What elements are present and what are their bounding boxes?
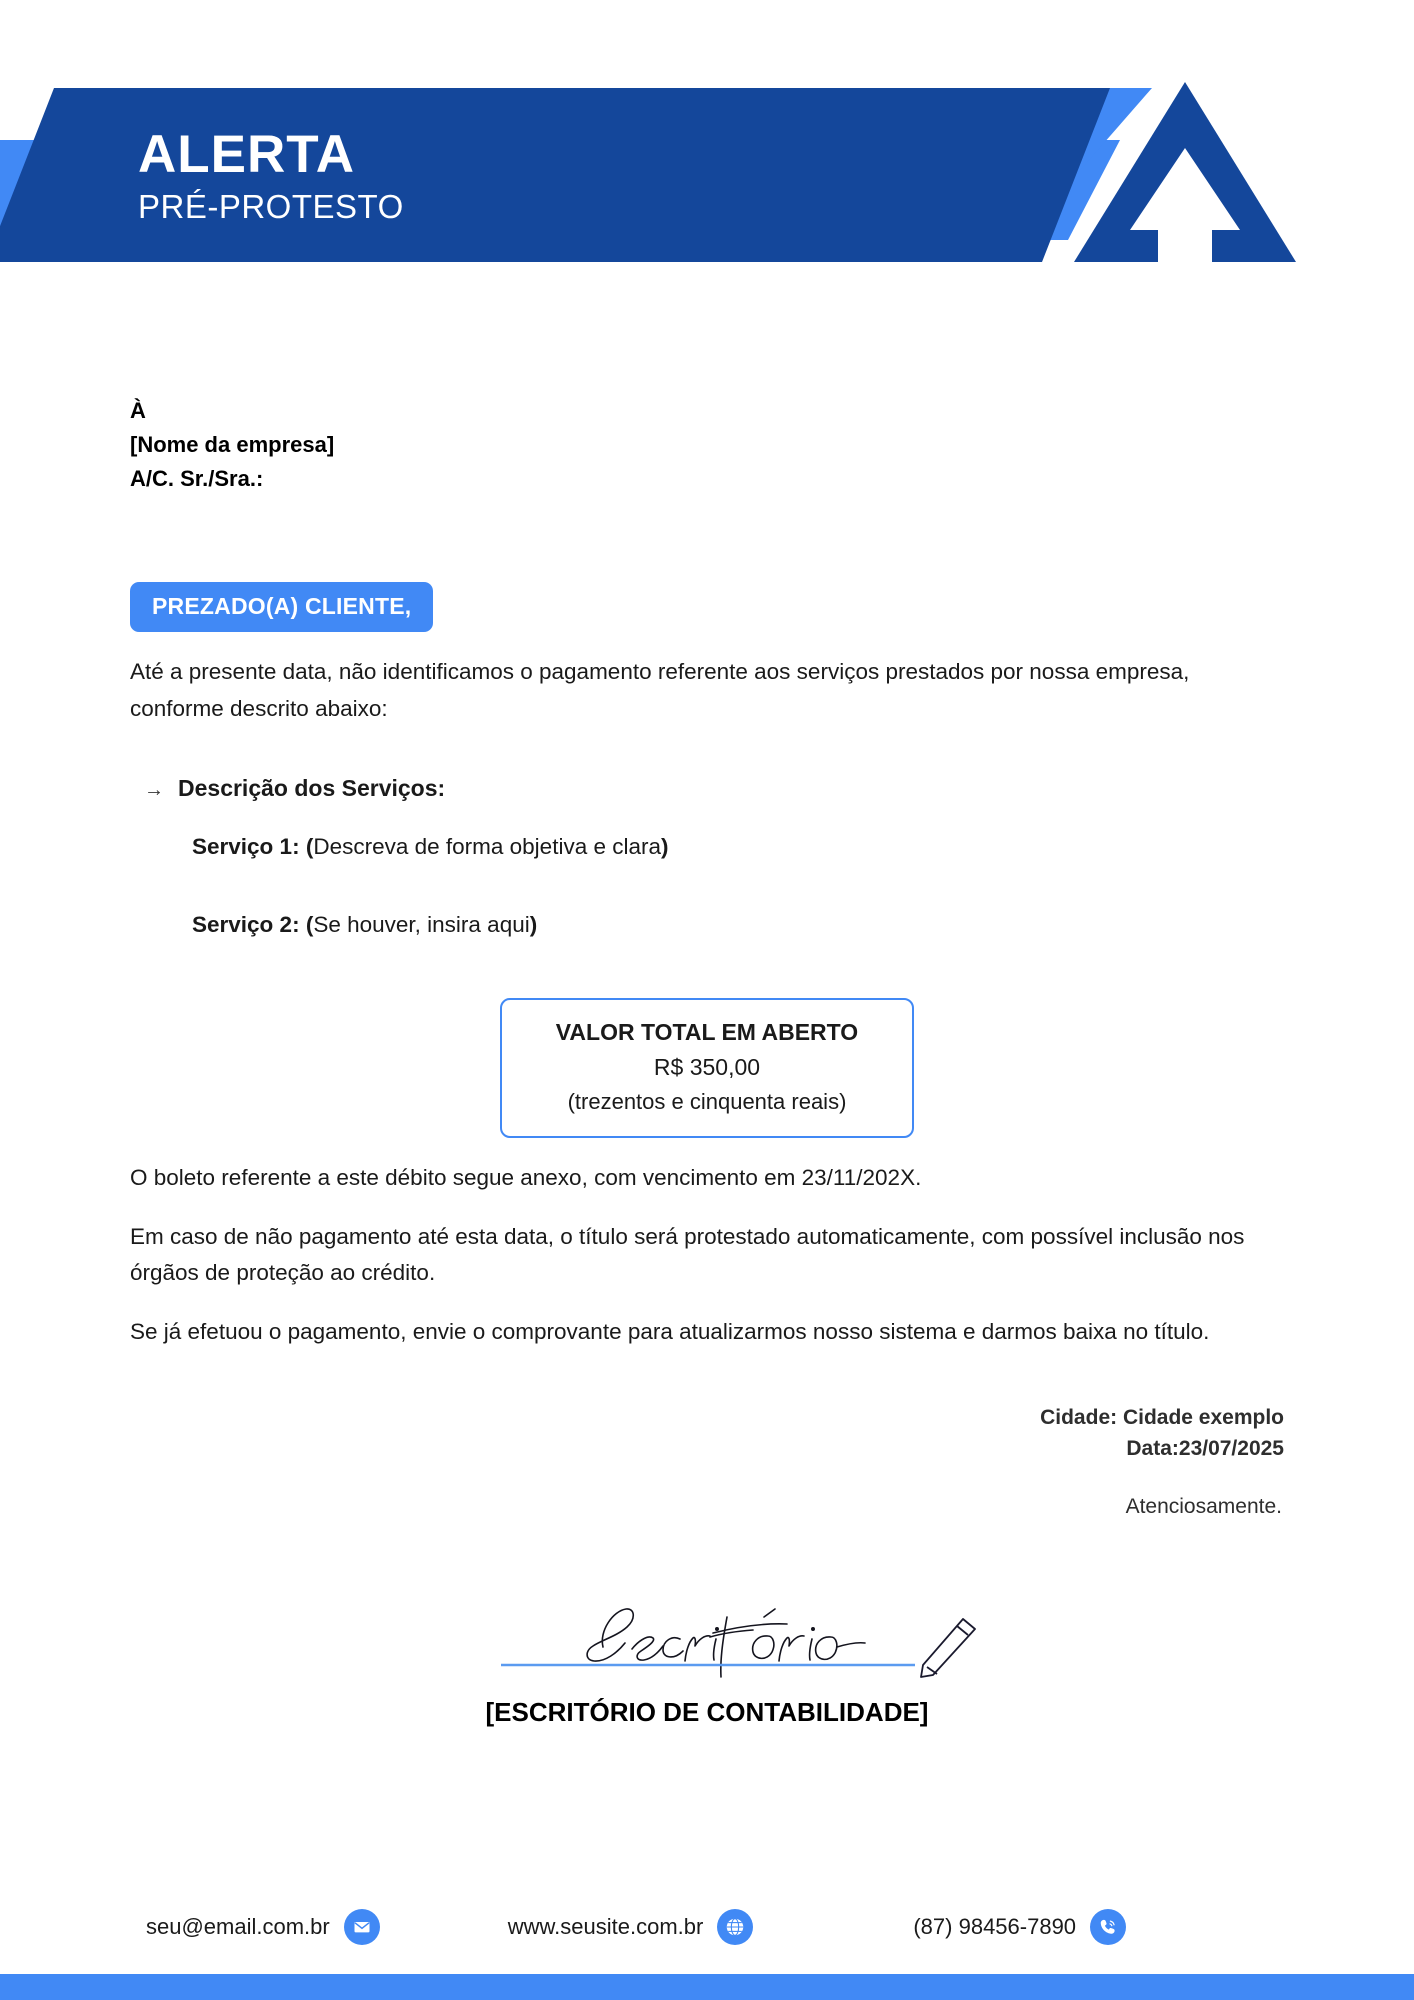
- footer-website[interactable]: [508, 1909, 754, 1945]
- total-value-amount: R$ 350,00: [653, 1054, 761, 1080]
- service-2-open-paren: (: [305, 911, 314, 937]
- document-body: [0, 272, 1414, 1728]
- list-item: [192, 908, 1284, 942]
- services-heading-row: [130, 775, 1284, 802]
- page-title: ALERTA: [138, 125, 355, 184]
- service-1-open-paren: (: [305, 834, 314, 860]
- footer-phone-text: (87) 98456-7890: [913, 1914, 1077, 1939]
- addressee-block: [130, 394, 1284, 496]
- footer-website-text: www.seusite.com.br: [507, 1914, 704, 1939]
- service-1-description: Descreva de forma objetiva e clara: [313, 834, 661, 860]
- greeting-row: [130, 582, 1284, 632]
- intro-paragraph: Até a presente data, não identificamos o pagamento referente aos serviços prestados por nossa empresa, conforme descrito abaixo:: [130, 659, 1190, 721]
- footer-email[interactable]: [146, 1909, 380, 1945]
- services-heading: Descrição dos Serviços:: [178, 775, 446, 802]
- signature-line-and-pen: [427, 1577, 987, 1687]
- signature-meta: [130, 1402, 1284, 1465]
- pen-icon: [921, 1619, 975, 1677]
- boleto-paragraph: O boleto referente a este débito segue anexo, com vencimento em 23/11/202X.: [130, 1165, 922, 1191]
- addressee-attention: A/C. Sr./Sra.:: [130, 466, 264, 492]
- globe-icon: [717, 1909, 753, 1945]
- total-value-title: VALOR TOTAL EM ABERTO: [555, 1018, 859, 1045]
- total-value-box: [500, 998, 914, 1139]
- total-value-in-words: (trezentos e cinquenta reais): [567, 1089, 847, 1115]
- addressee-company: [Nome da empresa]: [130, 432, 335, 458]
- footer-accent-bar: [0, 1974, 1414, 2000]
- status-badge: PREZADO(A) CLIENTE,: [130, 582, 433, 632]
- service-1-close-paren: ): [661, 834, 669, 860]
- date-line: Data:23/07/2025: [1126, 1437, 1284, 1461]
- protesto-paragraph: Em caso de não pagamento até esta data, o título será protestado automaticamente, com possível inclusão nos órgãos de proteção ao crédito.: [130, 1223, 1245, 1286]
- footer-email-text: seu@email.com.br: [146, 1914, 330, 1939]
- service-2-label: Serviço 2:: [192, 911, 300, 937]
- service-1-label: Serviço 1:: [192, 834, 300, 860]
- footer-phone[interactable]: [913, 1909, 1126, 1945]
- phone-icon: [1090, 1909, 1126, 1945]
- document-footer: [0, 1880, 1414, 2000]
- header-text-block: [138, 125, 404, 227]
- service-2-close-paren: ): [529, 911, 538, 937]
- value-box-wrapper: [130, 998, 1284, 1139]
- closing-line: Atenciosamente.: [1125, 1494, 1282, 1518]
- document-header: [0, 0, 1414, 272]
- service-2-description: Se houver, insira aqui: [313, 911, 530, 937]
- signature-name: [ESCRITÓRIO DE CONTABILIDADE]: [485, 1696, 929, 1727]
- page-subtitle: PRÉ-PROTESTO: [138, 188, 404, 225]
- city-line: Cidade: Cidade exemplo: [1040, 1405, 1284, 1429]
- arrow-right-icon: →: [144, 779, 164, 802]
- addressee-line-1: À: [130, 398, 146, 423]
- envelope-icon: [344, 1909, 380, 1945]
- signature-area: [130, 1577, 1284, 1695]
- list-item: [192, 830, 1284, 864]
- comprovante-paragraph: Se já efetuou o pagamento, envie o comprovante para atualizarmos nosso sistema e darmos baixa no título.: [130, 1318, 1210, 1344]
